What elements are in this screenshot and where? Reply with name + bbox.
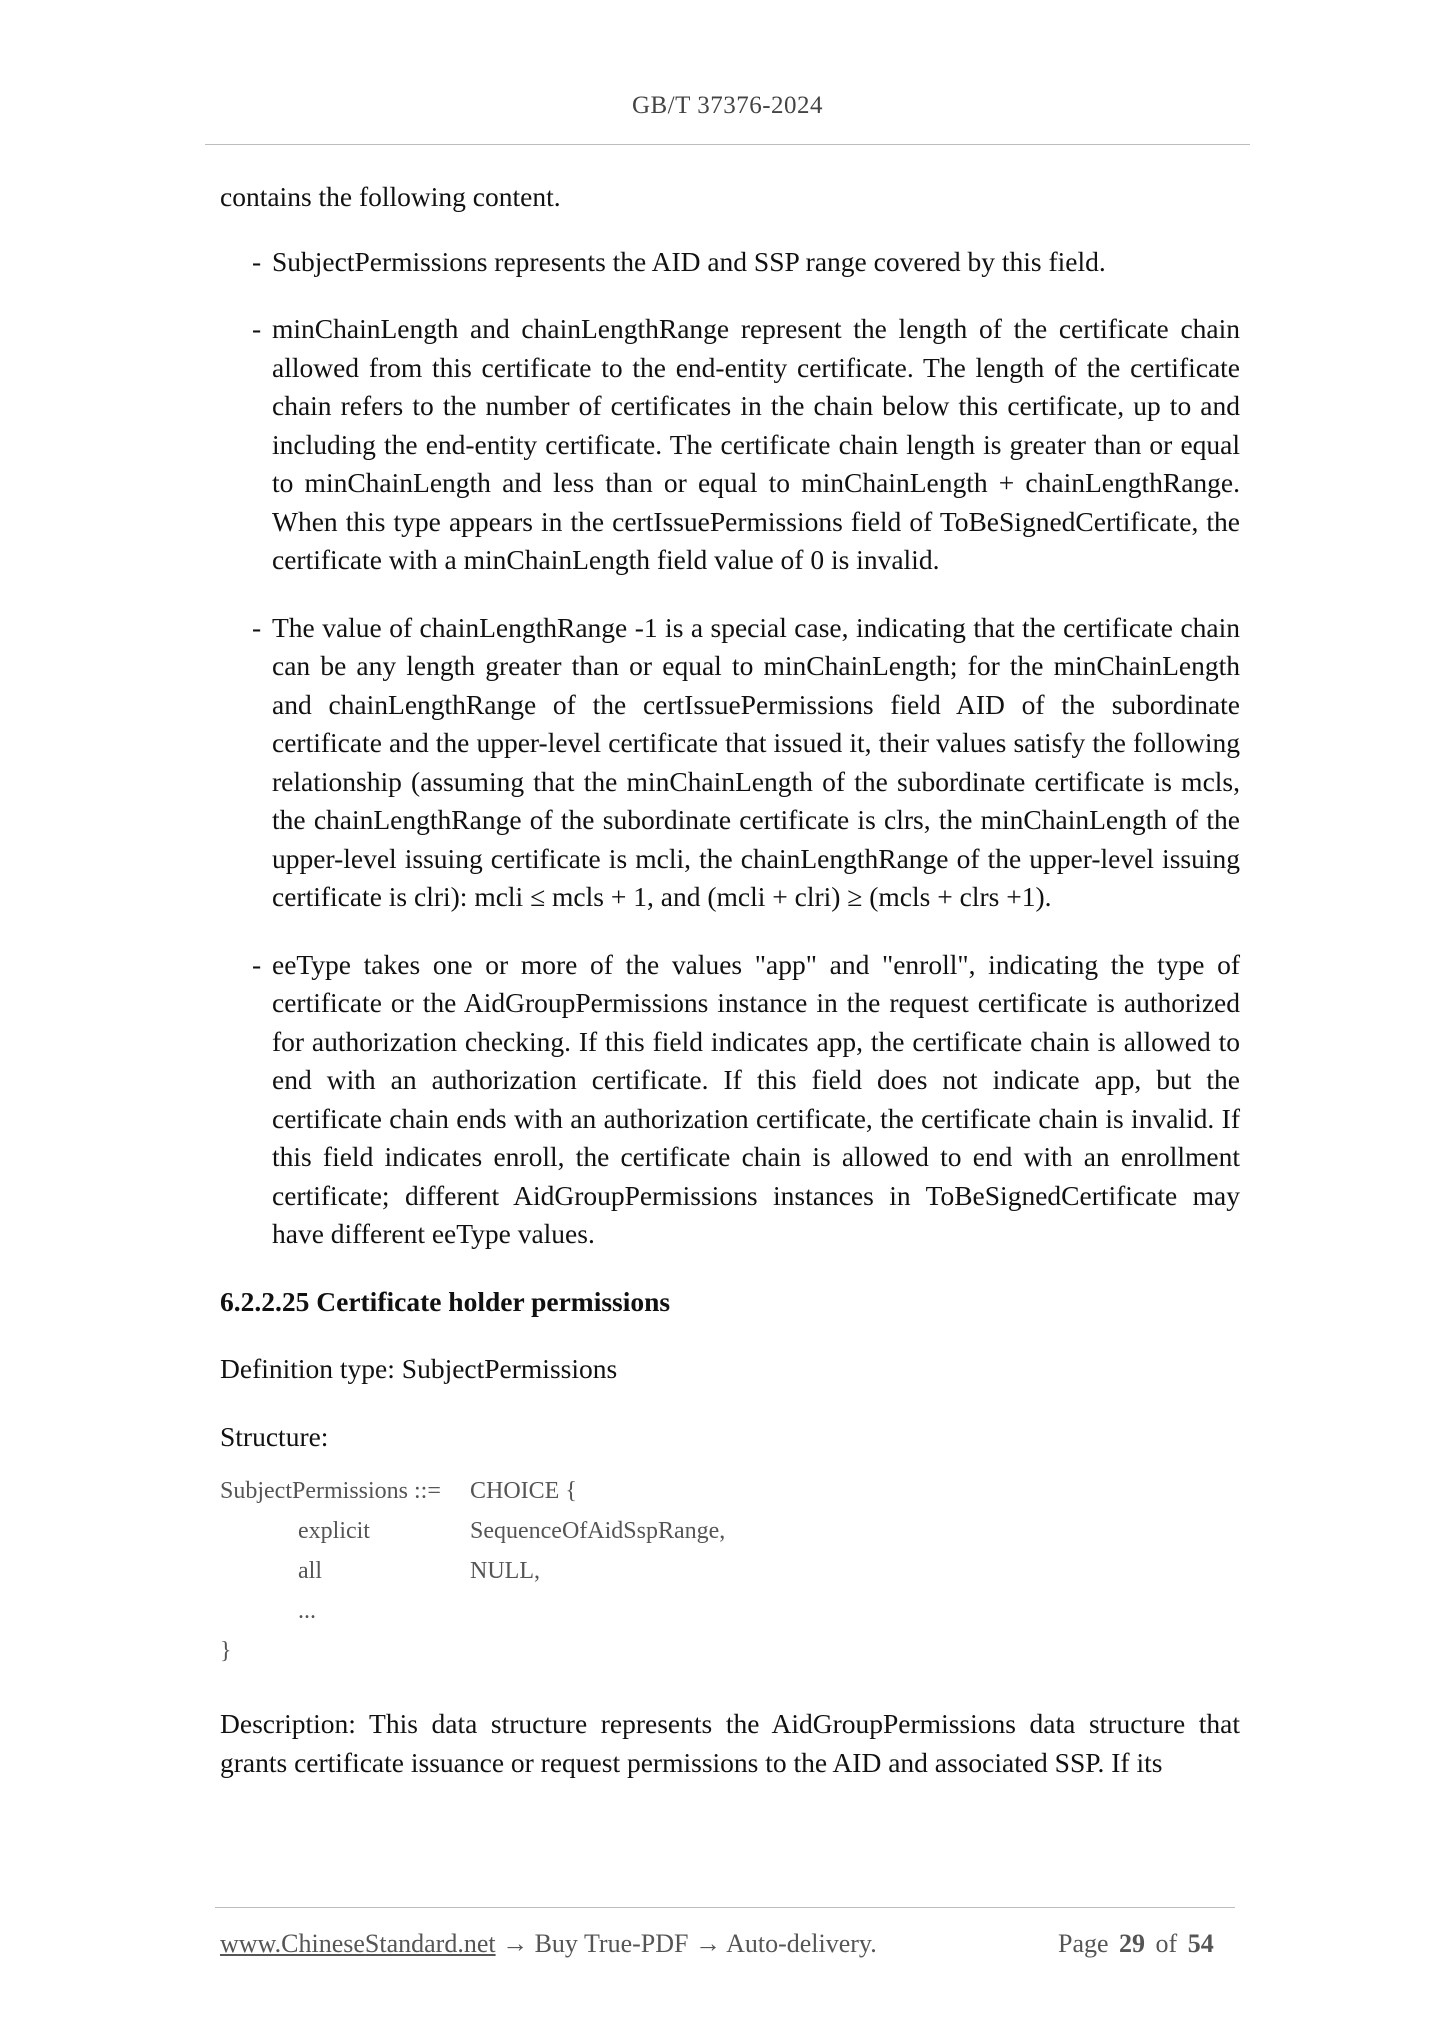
section-heading: 6.2.2.25 Certificate holder permissions [220,1285,671,1317]
code-field-type: NULL, [470,1558,540,1584]
arrow-right-icon: → [502,1929,529,1958]
document-header: GB/T 37376-2024 [631,92,824,119]
code-type-name: SubjectPermissions ::= [220,1478,441,1504]
code-line [220,1511,1240,1551]
bullet-dash: - [252,313,262,344]
code-line [220,1591,1240,1631]
bullet-dash: - [252,948,262,980]
header-divider [205,144,1250,145]
arrow-right-icon: → [695,1929,721,1958]
total-pages: 54 [1187,1929,1214,1958]
definition-type: Definition type: SubjectPermissions [220,1353,618,1384]
code-field-type: SequenceOfAidSspRange, [470,1518,726,1544]
of-word: of [1155,1929,1178,1958]
bullet-dash: - [252,245,262,277]
description-text: Description: This data structure represents the AidGroupPermissions data structure that grants certificate issuance or request permissions to the AID and associated SSP. If its [220,1708,1240,1778]
delivery-text: Auto-delivery. [726,1929,877,1958]
page-content [220,178,1240,1782]
bullet-subject-permissions [252,243,1240,282]
bullet-text: eeType takes one or more of the values "app" and "enroll", indicating the type of certificate or the AidGroupPermissions instance in the request certificate is authorized for authorization checking. If this field indicates app, the certificate chain is allowed to end with an authorization certificate. If this field does not indicate app, but the certificate chain ends with an authorization certificate, the certificate chain is invalid. If this field indicates enroll, the certificate chain is allowed to end with an enrollment certificate; different AidGroupPermissions instances in ToBeSignedCertificate may have different eeType values. [272,948,1240,1249]
page-indicator [1058,1929,1214,1959]
structure-label: Structure: [220,1420,329,1452]
page-word: Page [1058,1929,1109,1958]
code-line [220,1471,1240,1511]
buy-text: Buy True-PDF [534,1929,689,1958]
intro-text: contains the following content. [220,181,561,212]
code-choice: CHOICE { [470,1478,577,1504]
code-closing-brace: } [220,1638,232,1664]
page-number: 29 [1119,1929,1146,1958]
bullet-text: The value of chainLengthRange -1 is a special case, indicating that the certificate chain can be any length greater than or equal to minChainLength; for the minChainLength and chainLengthRange of the certIssuePermissions field AID of the subordinate certificate and the upper-level certificate that issued it, their values satisfy the following relationship (assuming that the minChainLength of the subordinate certificate is mcls, the chainLengthRange of the subordinate certificate is clrs, the minChainLength of the upper-level issuing certificate is mcli, the chainLengthRange of the upper-level issuing certificate is clri): mcli ≤ mcls + 1, and (mcli + clri) ≥ (mcls + clrs +1). [272,611,1240,912]
bullet-chain-length-range [252,609,1240,917]
code-line [220,1631,1240,1671]
bullet-text: minChainLength and chainLengthRange represent the length of the certificate chain allowed from this certificate to the end-entity certificate. The length of the certificate chain refers to the number of certificates in the chain below this certificate, up to and including the end-entity certificate. The certificate chain length is greater than or equal to minChainLength and less than or equal to minChainLength + chainLengthRange. When this type appears in the certIssuePermissions field of ToBeSignedCertificate, the certificate with a minChainLength field value of 0 is invalid. [272,313,1240,575]
code-field-name: explicit [298,1518,370,1544]
bullet-ee-type [252,946,1240,1254]
footer-promo [220,1929,877,1959]
footer-divider [215,1907,1235,1908]
bullet-text: SubjectPermissions represents the AID and SSP range covered by this field. [272,245,1106,277]
site-link[interactable]: www.ChineseStandard.net [220,1929,496,1958]
code-field-name: all [298,1558,322,1584]
code-ellipsis: ... [298,1598,316,1624]
asn1-code-block [220,1471,1240,1671]
code-line [220,1551,1240,1591]
bullet-dash: - [252,611,262,643]
bullet-min-chain-length [252,310,1240,580]
